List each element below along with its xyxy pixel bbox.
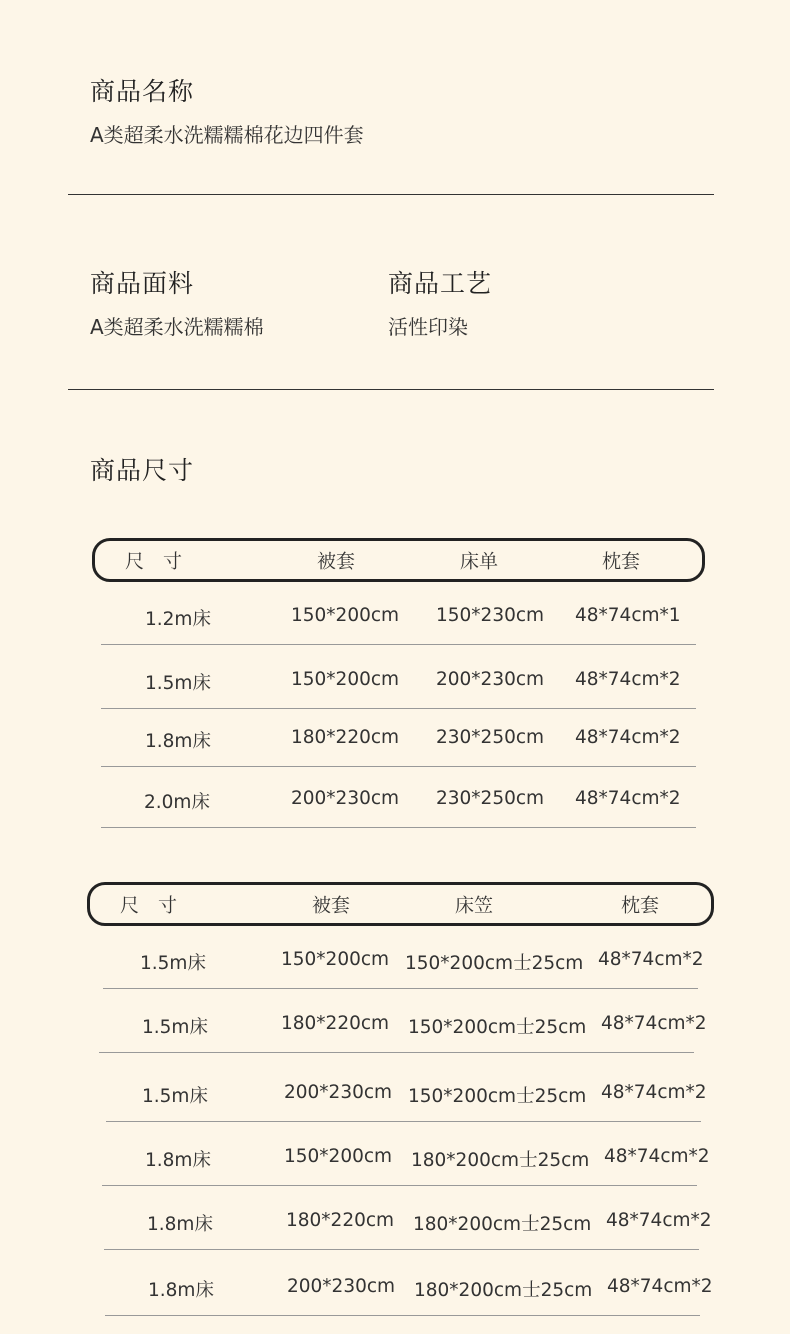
table-cell: 48*74cm*2 [601, 1013, 707, 1034]
header-duvet: 被套 [312, 894, 351, 917]
table-cell: 48*74cm*2 [575, 727, 681, 748]
row-divider [103, 988, 698, 989]
table-cell: 150*200cm [291, 669, 400, 690]
row-divider [99, 1052, 694, 1053]
table-cell: 150*230cm [436, 605, 545, 626]
divider [68, 194, 714, 195]
product-name-heading: 商品名称 [90, 77, 195, 106]
table-cell: 48*74cm*2 [606, 1210, 712, 1231]
table-cell: 150*200cm士25cm [408, 1017, 587, 1038]
divider [68, 389, 714, 390]
fabric-heading: 商品面料 [90, 269, 195, 298]
row-divider [102, 1185, 697, 1186]
row-divider [101, 644, 696, 645]
table-cell: 48*74cm*2 [575, 788, 681, 809]
row-divider [105, 1315, 700, 1316]
row-divider [104, 1249, 699, 1250]
header-fitted-sheet: 床笠 [455, 894, 494, 917]
table-cell: 180*220cm [286, 1210, 395, 1231]
table-cell: 48*74cm*2 [598, 949, 704, 970]
header-duvet: 被套 [317, 550, 356, 573]
table-cell: 48*74cm*2 [575, 669, 681, 690]
table-cell: 1.5m床 [145, 673, 211, 694]
table-cell: 150*200cm士25cm [408, 1086, 587, 1107]
table-cell: 1.8m床 [147, 1214, 213, 1235]
table-cell: 150*200cm士25cm [405, 953, 584, 974]
table-header [92, 538, 705, 582]
table-cell: 180*220cm [281, 1013, 390, 1034]
table-cell: 200*230cm [284, 1082, 393, 1103]
table-cell: 1.8m床 [145, 1150, 211, 1171]
table-cell: 230*250cm [436, 727, 545, 748]
table-cell: 200*230cm [287, 1276, 396, 1297]
table-cell: 1.5m床 [140, 953, 206, 974]
table-cell: 48*74cm*1 [575, 605, 681, 626]
row-divider [101, 827, 696, 828]
product-name-value: A类超柔水洗糯糯棉花边四件套 [90, 123, 364, 147]
table-cell: 200*230cm [436, 669, 545, 690]
table-cell: 200*230cm [291, 788, 400, 809]
table-cell: 1.8m床 [145, 731, 211, 752]
table-cell: 48*74cm*2 [604, 1146, 710, 1167]
table-cell: 48*74cm*2 [607, 1276, 713, 1297]
row-divider [101, 766, 696, 767]
table-cell: 2.0m床 [144, 792, 210, 813]
row-divider [101, 708, 696, 709]
row-divider [106, 1121, 701, 1122]
table-cell: 48*74cm*2 [601, 1082, 707, 1103]
header-pillowcase: 枕套 [621, 894, 660, 917]
table-cell: 150*200cm [291, 605, 400, 626]
header-sheet: 床单 [460, 550, 499, 573]
table-cell: 1.5m床 [142, 1086, 208, 1107]
table-cell: 180*200cm士25cm [411, 1150, 590, 1171]
table-cell: 1.8m床 [148, 1280, 214, 1301]
header-size: 尺 寸 [125, 550, 183, 573]
table-cell: 1.5m床 [142, 1017, 208, 1038]
size-heading: 商品尺寸 [90, 456, 195, 485]
craft-value: 活性印染 [388, 315, 468, 339]
header-pillowcase: 枕套 [602, 550, 641, 573]
table-header [87, 882, 714, 926]
header-size: 尺 寸 [120, 894, 178, 917]
table-cell: 150*200cm [284, 1146, 393, 1167]
table-cell: 180*200cm士25cm [413, 1214, 592, 1235]
table-cell: 150*200cm [281, 949, 390, 970]
craft-heading: 商品工艺 [388, 269, 493, 298]
table-cell: 230*250cm [436, 788, 545, 809]
table-cell: 180*220cm [291, 727, 400, 748]
table-cell: 180*200cm士25cm [414, 1280, 593, 1301]
fabric-value: A类超柔水洗糯糯棉 [90, 315, 264, 339]
table-cell: 1.2m床 [145, 609, 211, 630]
